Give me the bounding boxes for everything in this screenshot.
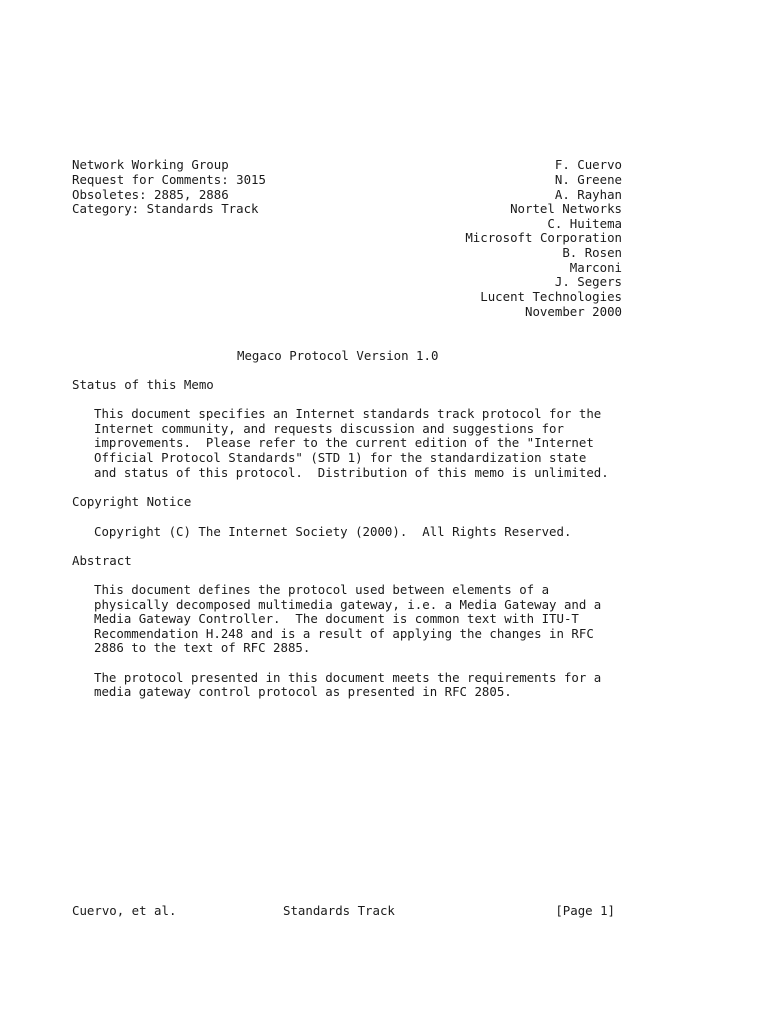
abstract-line: media gateway control protocol as presented in RFC 2805. (94, 684, 512, 699)
header-rfc-number: Request for Comments: 3015 (72, 172, 266, 187)
author-huitema: C. Huitema (547, 216, 622, 231)
abstract-line: The protocol presented in this document meets the requirements for a (94, 670, 602, 685)
abstract-line: This document defines the protocol used between elements of a (94, 582, 550, 597)
copyright-line: Copyright (C) The Internet Society (2000). All Rights Reserved. (94, 524, 572, 539)
author-greene: N. Greene (554, 172, 622, 187)
abstract-heading: Abstract (72, 553, 132, 568)
org-nortel: Nortel Networks (510, 201, 622, 216)
header-category: Category: Standards Track (72, 201, 259, 216)
abstract-line: Recommendation H.248 and is a result of applying the changes in RFC (94, 626, 594, 641)
header-working-group: Network Working Group (72, 157, 229, 172)
document-title: Megaco Protocol Version 1.0 (237, 348, 439, 363)
status-line: improvements. Please refer to the current edition of the "Internet (94, 435, 594, 450)
footer-page-number: [Page 1] (555, 903, 615, 918)
status-line: Official Protocol Standards" (STD 1) for the standardization state (94, 450, 587, 465)
footer-track: Standards Track (283, 903, 395, 918)
org-microsoft: Microsoft Corporation (465, 230, 622, 245)
status-heading: Status of this Memo (72, 377, 214, 392)
abstract-line: Media Gateway Controller. The document is common text with ITU-T (94, 611, 579, 626)
header-date: November 2000 (525, 304, 622, 319)
org-lucent: Lucent Technologies (480, 289, 622, 304)
author-segers: J. Segers (554, 274, 622, 289)
author-rosen: B. Rosen (562, 245, 622, 260)
org-marconi: Marconi (569, 260, 622, 275)
status-line: This document specifies an Internet standards track protocol for the (94, 406, 602, 421)
status-line: and status of this protocol. Distribution of this memo is unlimited. (94, 465, 609, 480)
abstract-line: 2886 to the text of RFC 2885. (94, 640, 311, 655)
status-line: Internet community, and requests discussion and suggestions for (94, 421, 564, 436)
author-rayhan: A. Rayhan (554, 187, 622, 202)
copyright-heading: Copyright Notice (72, 494, 192, 509)
footer-authors: Cuervo, et al. (72, 903, 177, 918)
header-obsoletes: Obsoletes: 2885, 2886 (72, 187, 229, 202)
author-cuervo: F. Cuervo (554, 157, 622, 172)
abstract-line: physically decomposed multimedia gateway, i.e. a Media Gateway and a (94, 597, 602, 612)
